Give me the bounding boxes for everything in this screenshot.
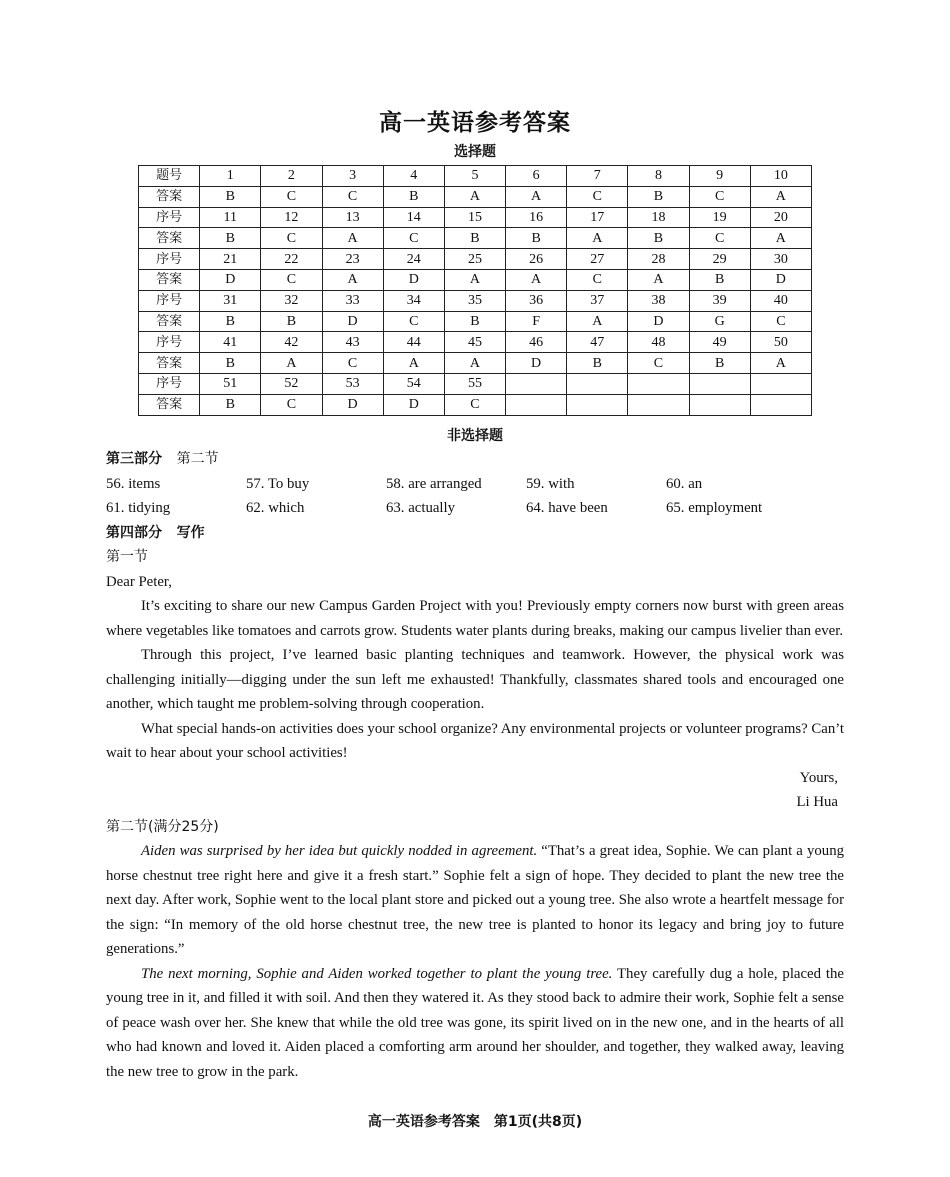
letter-signature: Li Hua (796, 794, 838, 810)
letter-paragraph: It’s exciting to share our new Campus Garden Project with you! Previously empty corners now burst with green areas where vegetables like tomatoes and carrots grow. Students water plants during breaks, making our campus livelier than ever. (106, 598, 844, 639)
nonchoice-heading: 非选择题 (447, 428, 503, 444)
table-cell: 8 (628, 166, 689, 187)
row-label-cell: 序号 (139, 249, 200, 270)
table-cell: A (506, 186, 567, 207)
table-cell (689, 373, 750, 394)
row-label-cell: 答案 (139, 394, 200, 415)
table-cell: 52 (261, 373, 322, 394)
table-cell: C (567, 269, 628, 290)
table-cell: B (200, 186, 261, 207)
table-cell: D (200, 269, 261, 290)
table-cell: C (261, 228, 322, 249)
table-cell: 12 (261, 207, 322, 228)
table-cell: C (750, 311, 811, 332)
row-label-cell: 答案 (139, 353, 200, 374)
part4-section1: 第一节 (106, 549, 148, 565)
table-cell: A (628, 269, 689, 290)
table-cell: C (322, 186, 383, 207)
table-cell: D (383, 394, 444, 415)
table-cell: B (261, 311, 322, 332)
table-cell: 51 (200, 373, 261, 394)
table-cell: 30 (750, 249, 811, 270)
table-cell (689, 394, 750, 415)
table-cell: C (383, 228, 444, 249)
cloze-answer: 59. with (526, 475, 575, 492)
table-cell: 13 (322, 207, 383, 228)
part3-title: 第三部分 (106, 451, 162, 467)
table-cell: 2 (261, 166, 322, 187)
part4-title: 第四部分 (106, 524, 162, 541)
row-label-cell: 答案 (139, 269, 200, 290)
table-cell (567, 394, 628, 415)
table-cell: 1 (200, 166, 261, 187)
table-cell: B (506, 228, 567, 249)
table-cell: C (628, 353, 689, 374)
story-body: “That’s a great idea, Sophie. We can plant a young horse chestnut tree right here and give it a fresh start.” Sophie felt a sign of hope. They decided to plant the new tree the next day. After work, Sophie went to the local plant store and picked out a young tree. She also wrote a heartfelt message for the sign: “In memory of the old horse chestnut tree, the new tree is planted to honor its legacy and bring joy to future generations.” (106, 843, 844, 957)
answer-table (138, 165, 812, 416)
row-label-cell: 题号 (139, 166, 200, 187)
table-row (139, 228, 812, 249)
table-cell (750, 394, 811, 415)
table-cell: B (567, 353, 628, 374)
page-title: 高一英语参考答案 (379, 110, 571, 136)
table-cell: 49 (689, 332, 750, 353)
table-cell: 34 (383, 290, 444, 311)
table-cell: A (322, 269, 383, 290)
table-cell: 9 (689, 166, 750, 187)
table-cell (628, 394, 689, 415)
cloze-answer: 60. an (666, 475, 703, 492)
cloze-answer: 62. which (246, 500, 305, 516)
part4-heading (106, 521, 844, 546)
table-cell: A (567, 311, 628, 332)
letter-paragraph: Through this project, I’ve learned basic planting techniques and teamwork. However, the physical work was challenging initially—digging under the sun left me exhausted! Thankfully, classmates shared tools and encouraged one another, which taught me problem-solving through cooperation. (106, 647, 844, 712)
part3-block (106, 447, 844, 1084)
table-cell: B (383, 186, 444, 207)
part3-answers-row-1 (106, 472, 844, 497)
table-cell: C (689, 186, 750, 207)
table-cell: 14 (383, 207, 444, 228)
part4-subtitle: 写作 (176, 524, 205, 541)
table-cell: 35 (444, 290, 505, 311)
row-label-cell: 序号 (139, 332, 200, 353)
table-cell: 45 (444, 332, 505, 353)
table-cell: 22 (261, 249, 322, 270)
table-cell: 28 (628, 249, 689, 270)
table-row (139, 311, 812, 332)
table-cell: 25 (444, 249, 505, 270)
part3-heading (106, 447, 844, 472)
table-cell: 23 (322, 249, 383, 270)
part3-section: 第二节 (176, 451, 219, 467)
cloze-answer: 57. To buy (246, 475, 310, 492)
story-paragraph (106, 962, 844, 1085)
table-cell: D (322, 394, 383, 415)
letter-closing: Yours, (799, 769, 838, 786)
cloze-answer: 58. are arranged (386, 475, 482, 492)
row-label-cell: 序号 (139, 207, 200, 228)
table-cell (628, 373, 689, 394)
table-row (139, 394, 812, 415)
table-cell: 26 (506, 249, 567, 270)
table-cell: C (261, 269, 322, 290)
table-cell: 48 (628, 332, 689, 353)
row-label-cell: 答案 (139, 186, 200, 207)
table-cell: 39 (689, 290, 750, 311)
table-cell: D (383, 269, 444, 290)
table-cell: A (444, 269, 505, 290)
table-cell: C (444, 394, 505, 415)
table-cell: D (322, 311, 383, 332)
table-cell: G (689, 311, 750, 332)
row-label-cell: 答案 (139, 228, 200, 249)
part4-section2: 第二节(满分25分) (106, 818, 219, 835)
table-row (139, 186, 812, 207)
table-cell: 19 (689, 207, 750, 228)
table-cell: A (444, 186, 505, 207)
table-cell: B (200, 394, 261, 415)
story-lead: Aiden was surprised by her idea but quickly nodded in agreement. (141, 843, 538, 859)
table-cell: 24 (383, 249, 444, 270)
table-cell: B (628, 186, 689, 207)
choice-heading: 选择题 (454, 144, 496, 160)
row-label-cell: 序号 (139, 373, 200, 394)
table-cell: D (628, 311, 689, 332)
cloze-answer: 56. items (106, 475, 161, 492)
table-row (139, 332, 812, 353)
table-cell: B (200, 353, 261, 374)
table-row (139, 166, 812, 187)
table-cell: 15 (444, 207, 505, 228)
cloze-answer: 61. tidying (106, 500, 171, 516)
table-cell: 3 (322, 166, 383, 187)
table-cell: C (567, 186, 628, 207)
table-cell: 53 (322, 373, 383, 394)
table-cell: B (200, 311, 261, 332)
cloze-answer: 65. employment (666, 500, 763, 516)
table-cell: 43 (322, 332, 383, 353)
table-cell: C (689, 228, 750, 249)
table-cell: B (444, 228, 505, 249)
table-cell: C (322, 353, 383, 374)
table-cell: 29 (689, 249, 750, 270)
table-cell: 54 (383, 373, 444, 394)
table-cell: 46 (506, 332, 567, 353)
table-cell: 36 (506, 290, 567, 311)
table-row (139, 353, 812, 374)
table-cell: 16 (506, 207, 567, 228)
table-cell: 37 (567, 290, 628, 311)
letter-paragraph: What special hands-on activities does your school organize? Any environmental projects or volunteer programs? Can’t wait to hear about your school activities! (106, 720, 844, 761)
table-cell: 4 (383, 166, 444, 187)
table-cell: B (689, 353, 750, 374)
cloze-answer: 63. actually (386, 500, 456, 516)
table-cell: C (383, 311, 444, 332)
table-cell (750, 373, 811, 394)
table-cell: 31 (200, 290, 261, 311)
table-cell: A (322, 228, 383, 249)
table-row (139, 290, 812, 311)
table-cell: 20 (750, 207, 811, 228)
table-cell: 42 (261, 332, 322, 353)
story-body: They carefully dug a hole, placed the young tree in it, and filled it with soil. And then they watered it. As they stood back to admire their work, Sophie felt a sense of peace wash over her. She knew that while the old tree was gone, its spirit lived on in the new one, and in the hearts of all who had known and loved it. Aiden placed a comforting arm around her shoulder, and together, they walked away, leaving the new tree to grow in the park. (106, 965, 845, 1080)
table-cell: D (750, 269, 811, 290)
table-cell: D (506, 353, 567, 374)
table-cell: 27 (567, 249, 628, 270)
table-cell: 7 (567, 166, 628, 187)
table-row (139, 269, 812, 290)
part3-answers-row-2 (106, 496, 844, 521)
table-cell: 44 (383, 332, 444, 353)
table-cell: A (444, 353, 505, 374)
table-cell: C (261, 186, 322, 207)
table-cell: 55 (444, 373, 505, 394)
table-cell: A (750, 353, 811, 374)
table-cell: A (383, 353, 444, 374)
table-cell: A (750, 228, 811, 249)
table-cell: 21 (200, 249, 261, 270)
table-cell: 18 (628, 207, 689, 228)
table-cell: 6 (506, 166, 567, 187)
table-cell (506, 394, 567, 415)
table-cell: B (689, 269, 750, 290)
table-cell: 10 (750, 166, 811, 187)
table-row (139, 373, 812, 394)
table-cell: A (750, 186, 811, 207)
story-lead: The next morning, Sophie and Aiden worked together to plant the young tree. (141, 965, 613, 982)
table-cell (506, 373, 567, 394)
table-cell: 33 (322, 290, 383, 311)
table-cell: 32 (261, 290, 322, 311)
table-row (139, 249, 812, 270)
story-paragraph (106, 839, 844, 962)
cloze-answer: 64. have been (526, 500, 608, 516)
row-label-cell: 序号 (139, 290, 200, 311)
table-cell: B (628, 228, 689, 249)
table-cell: 17 (567, 207, 628, 228)
table-cell: A (261, 353, 322, 374)
table-cell: 47 (567, 332, 628, 353)
table-cell: F (506, 311, 567, 332)
table-cell: 50 (750, 332, 811, 353)
page-footer: 高一英语参考答案 第1页(共8页) (367, 1114, 583, 1130)
table-cell: 11 (200, 207, 261, 228)
row-label-cell: 答案 (139, 311, 200, 332)
letter-salutation: Dear Peter, (106, 573, 172, 590)
table-cell: 40 (750, 290, 811, 311)
table-row (139, 207, 812, 228)
table-cell: 5 (444, 166, 505, 187)
table-cell: B (200, 228, 261, 249)
table-cell: C (261, 394, 322, 415)
table-cell (567, 373, 628, 394)
table-cell: 41 (200, 332, 261, 353)
table-cell: A (506, 269, 567, 290)
table-cell: 38 (628, 290, 689, 311)
table-cell: A (567, 228, 628, 249)
table-cell: B (444, 311, 505, 332)
